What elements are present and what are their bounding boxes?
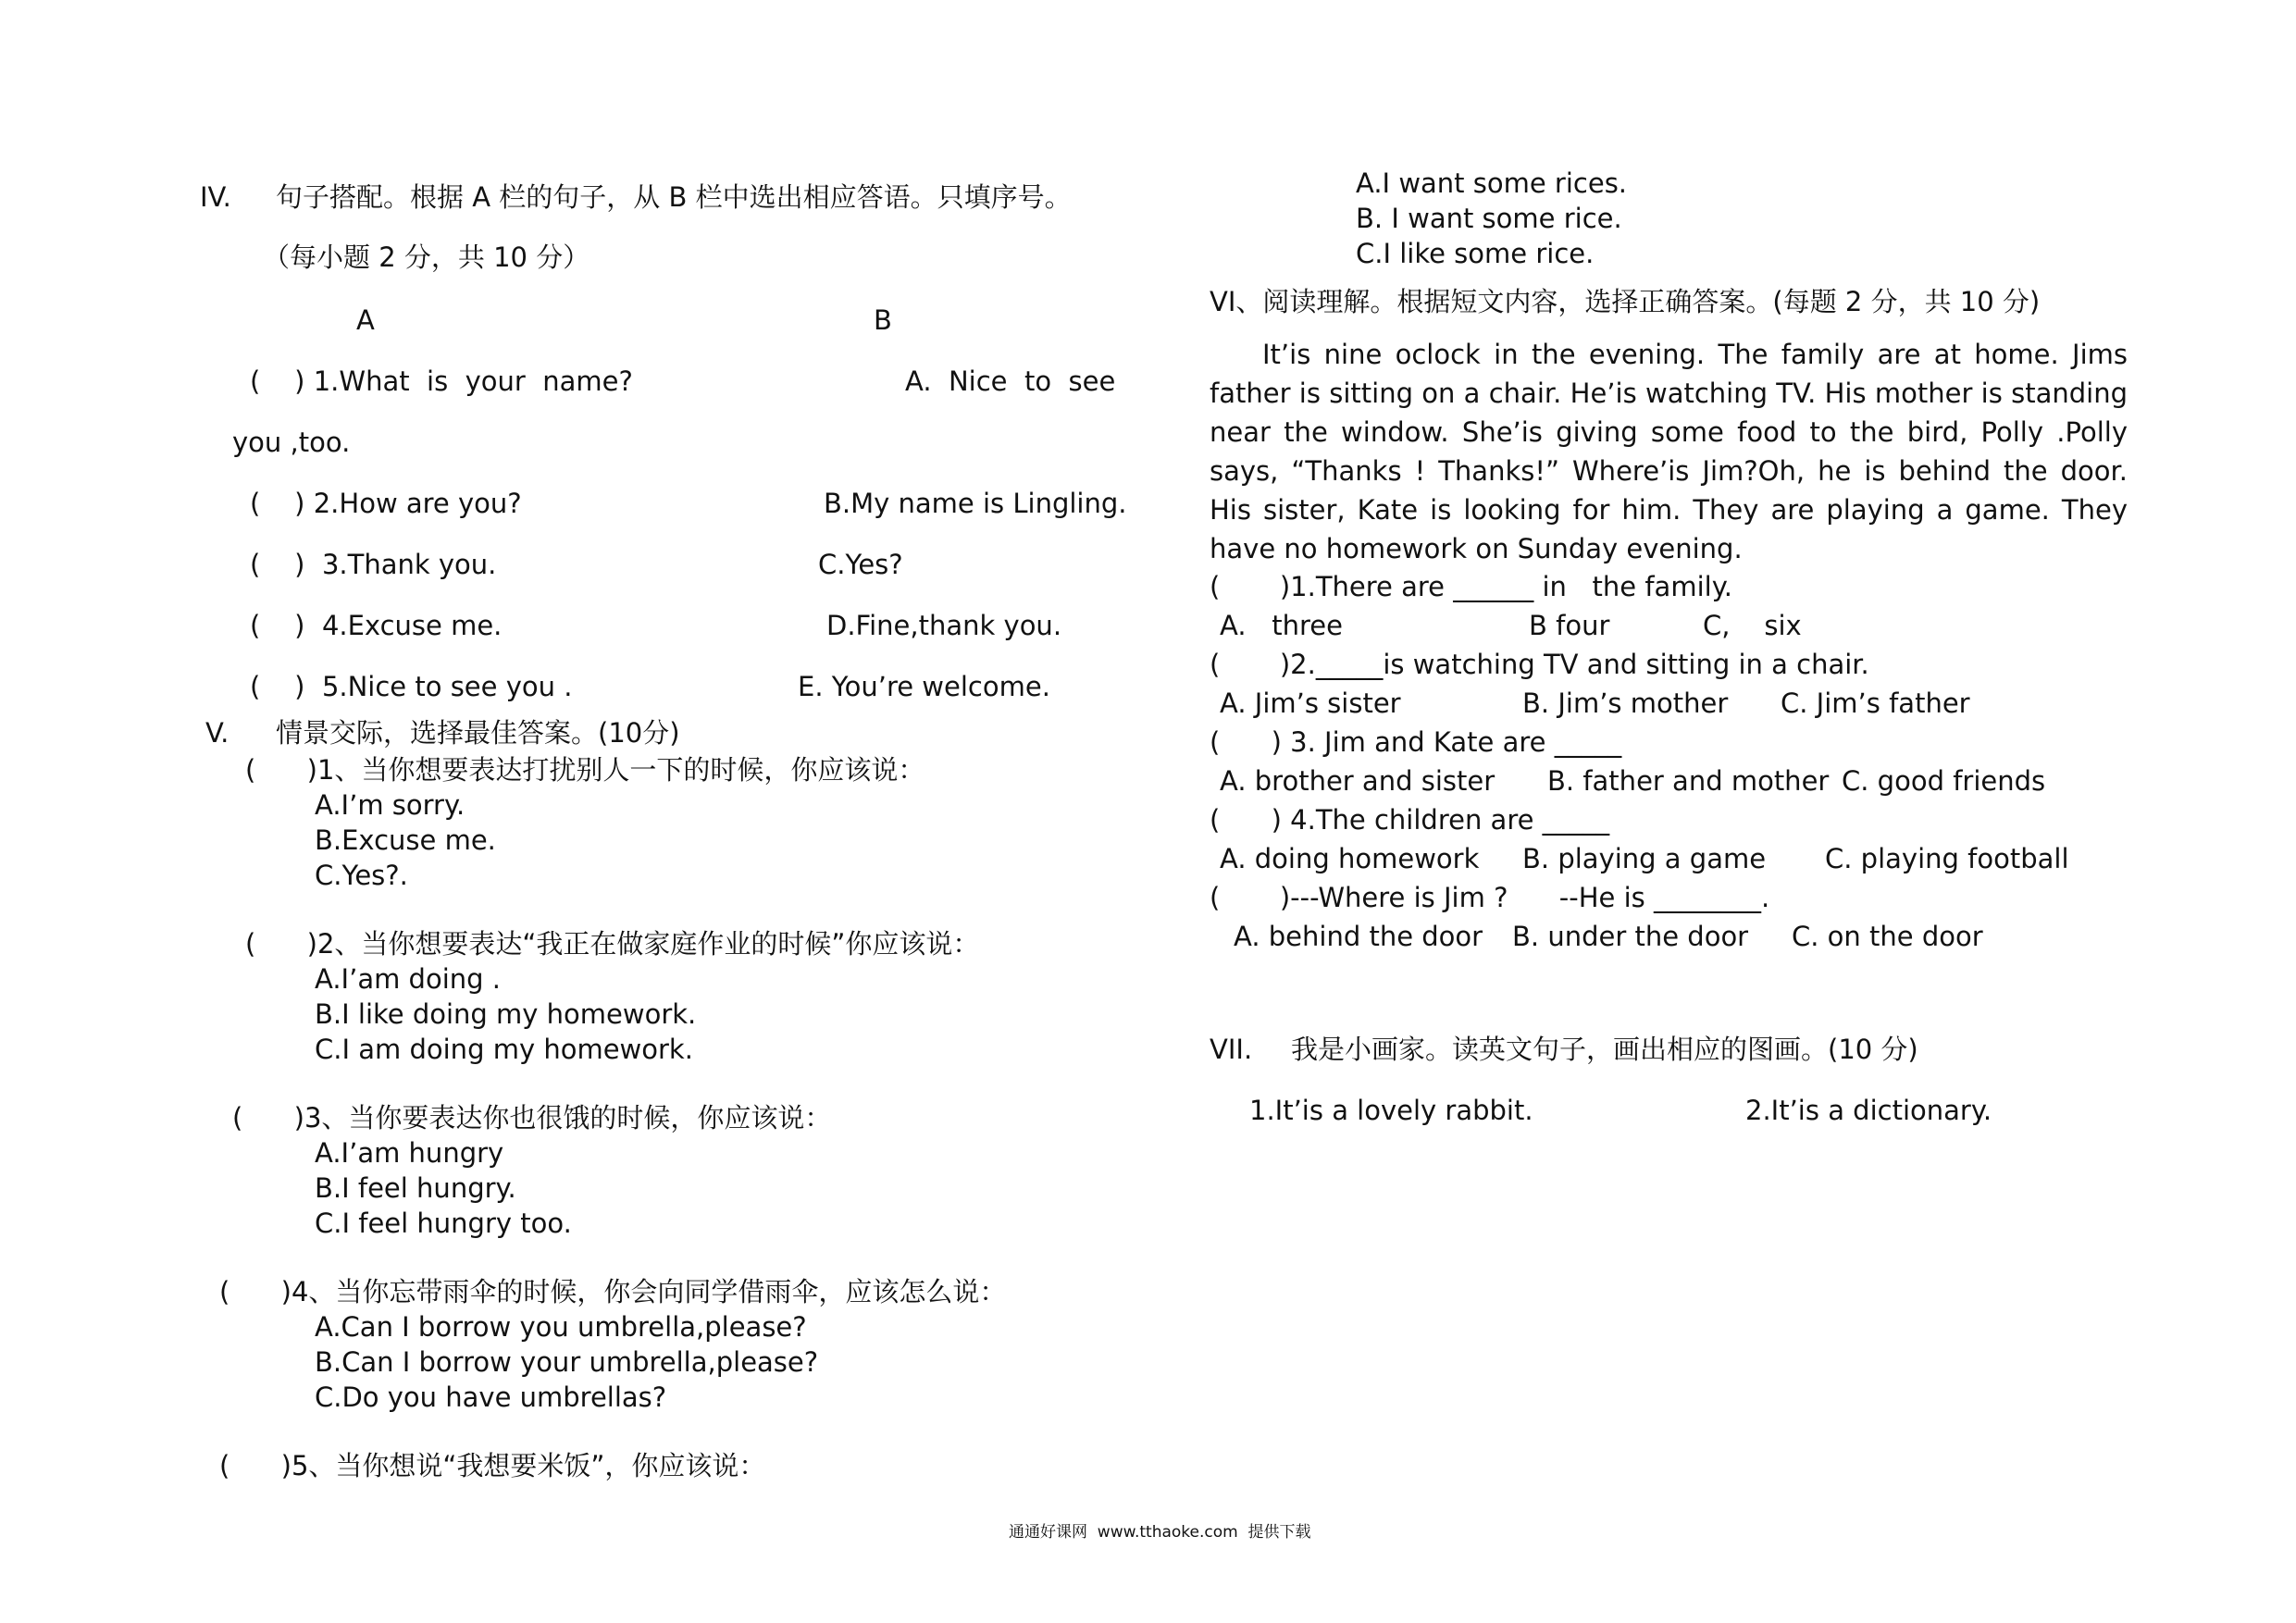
reading-option: C. good friends: [1842, 765, 2046, 797]
situation-option: B.I feel hungry.: [315, 1172, 516, 1204]
reading-option: B. under the door: [1512, 921, 1749, 952]
match-item-a-2: ( ) 2.How are you?: [250, 488, 522, 519]
reading-option: C. playing football: [1825, 843, 2069, 874]
situation-option: C.I feel hungry too.: [315, 1208, 572, 1239]
situation-option: B. I want some rice.: [1356, 203, 1622, 234]
situation-option: A.I’am doing .: [315, 963, 501, 995]
column-b-label: B: [874, 304, 892, 336]
reading-question-5: ( )---Where is Jim ? --He is ________.: [1210, 882, 1770, 913]
reading-question-2: ( )2._____is watching TV and sitting in a chair.: [1210, 649, 1869, 680]
situation-option: C.I like some rice.: [1356, 238, 1595, 269]
situation-option: A.I’am hungry: [315, 1137, 504, 1169]
match-item-a-5: ( ) 5.Nice to see you .: [250, 671, 573, 702]
reading-option: A. behind the door: [1234, 921, 1483, 952]
reading-option: A. Jim’s sister: [1220, 688, 1401, 719]
drawing-item-2: 2.It’is a dictionary.: [1745, 1095, 1992, 1126]
situation-option: C.Yes?.: [315, 860, 408, 891]
reading-option: A. brother and sister: [1220, 765, 1496, 797]
drawing-item-1: 1.It’is a lovely rabbit.: [1249, 1095, 1533, 1126]
match-item-b-2: B.My name is Lingling.: [824, 488, 1127, 519]
situation-option: A.Can I borrow you umbrella,please?: [315, 1311, 807, 1343]
reading-passage: It’is nine oclock in the evening. The family are at home. Jims father is sitting on a chair. He’is watching TV. His mother is standing near the window. She’is giving some food to the bird, Polly .Polly says, “Thanks ! Thanks!” Where’is Jim?Oh, he is behind the door. His sister, Kate is looking for him. They are playing a game. They have no homework on Sunday evening.: [1210, 339, 2128, 564]
section5-number: V.: [205, 717, 230, 749]
section6-heading: VI、阅读理解。根据短文内容，选择正确答案。(每题 2 分，共 10 分): [1210, 286, 2041, 317]
situation-option: C.Do you have umbrellas?: [315, 1381, 667, 1413]
reading-option: A. doing homework: [1220, 843, 1480, 874]
reading-option: C. on the door: [1792, 921, 1983, 952]
section4-number: IV.: [200, 181, 231, 213]
reading-option: B four: [1529, 610, 1610, 641]
situation-question-1: ( )1、当你想要表达打扰别人一下的时候，你应该说：: [245, 754, 925, 786]
section4-score: （每小题 2 分，共 10 分）: [263, 242, 590, 273]
section7-heading: 我是小画家。读英文句子，画出相应的图画。(10 分): [1291, 1034, 1918, 1065]
match-item-b-5: E. You’re welcome.: [798, 671, 1050, 702]
situation-question-2: ( )2、当你想要表达“我正在做家庭作业的时候”你应该说：: [245, 928, 980, 960]
section7-number: VII.: [1210, 1034, 1253, 1065]
reading-question-4: ( ) 4.The children are _____: [1210, 804, 1610, 836]
situation-option: B.Excuse me.: [315, 824, 496, 856]
reading-option: C, six: [1703, 610, 1802, 641]
match-item-b-1: A. Nice to see: [905, 365, 1116, 397]
match-item-b-4: D.Fine,thank you.: [826, 610, 1062, 641]
column-a-label: A: [356, 304, 375, 336]
section4-heading: 句子搭配。根据 A 栏的句子，从 B 栏中选出相应答语。只填序号。: [276, 181, 1072, 213]
situation-question-4: ( )4、当你忘带雨伞的时候，你会向同学借雨伞，应该怎么说：: [219, 1276, 1007, 1307]
section5-heading: 情景交际，选择最佳答案。(10分): [276, 717, 680, 749]
situation-option: A.I’m sorry.: [315, 789, 465, 821]
reading-option: B. playing a game: [1522, 843, 1767, 874]
match-item-a-4: ( ) 4.Excuse me.: [250, 610, 503, 641]
reading-option: B. Jim’s mother: [1522, 688, 1729, 719]
match-item-b-3: C.Yes?: [818, 549, 903, 580]
reading-question-1: ( )1.There are ______ in the family.: [1210, 571, 1732, 602]
situation-option: A.I want some rices.: [1356, 167, 1628, 199]
situation-question-3: ( )3、当你要表达你也很饿的时候，你应该说：: [232, 1102, 832, 1134]
match-item-a-1-cont: you ,too.: [232, 427, 351, 458]
page-footer: 通通好课网 www.tthaoke.com 提供下载: [1009, 1523, 1311, 1542]
reading-question-3: ( ) 3. Jim and Kate are _____: [1210, 726, 1622, 758]
match-item-a-3: ( ) 3.Thank you.: [250, 549, 497, 580]
situation-question-5: ( )5、当你想说“我想要米饭”，你应该说：: [219, 1450, 766, 1481]
match-item-a-1: ( ) 1.What is your name?: [250, 365, 633, 397]
reading-option: A. three: [1220, 610, 1343, 641]
reading-option: B. father and mother: [1547, 765, 1830, 797]
reading-option: C. Jim’s father: [1781, 688, 1970, 719]
situation-option: B.Can I borrow your umbrella,please?: [315, 1346, 819, 1378]
situation-option: C.I am doing my homework.: [315, 1034, 693, 1065]
situation-option: B.I like doing my homework.: [315, 998, 697, 1030]
